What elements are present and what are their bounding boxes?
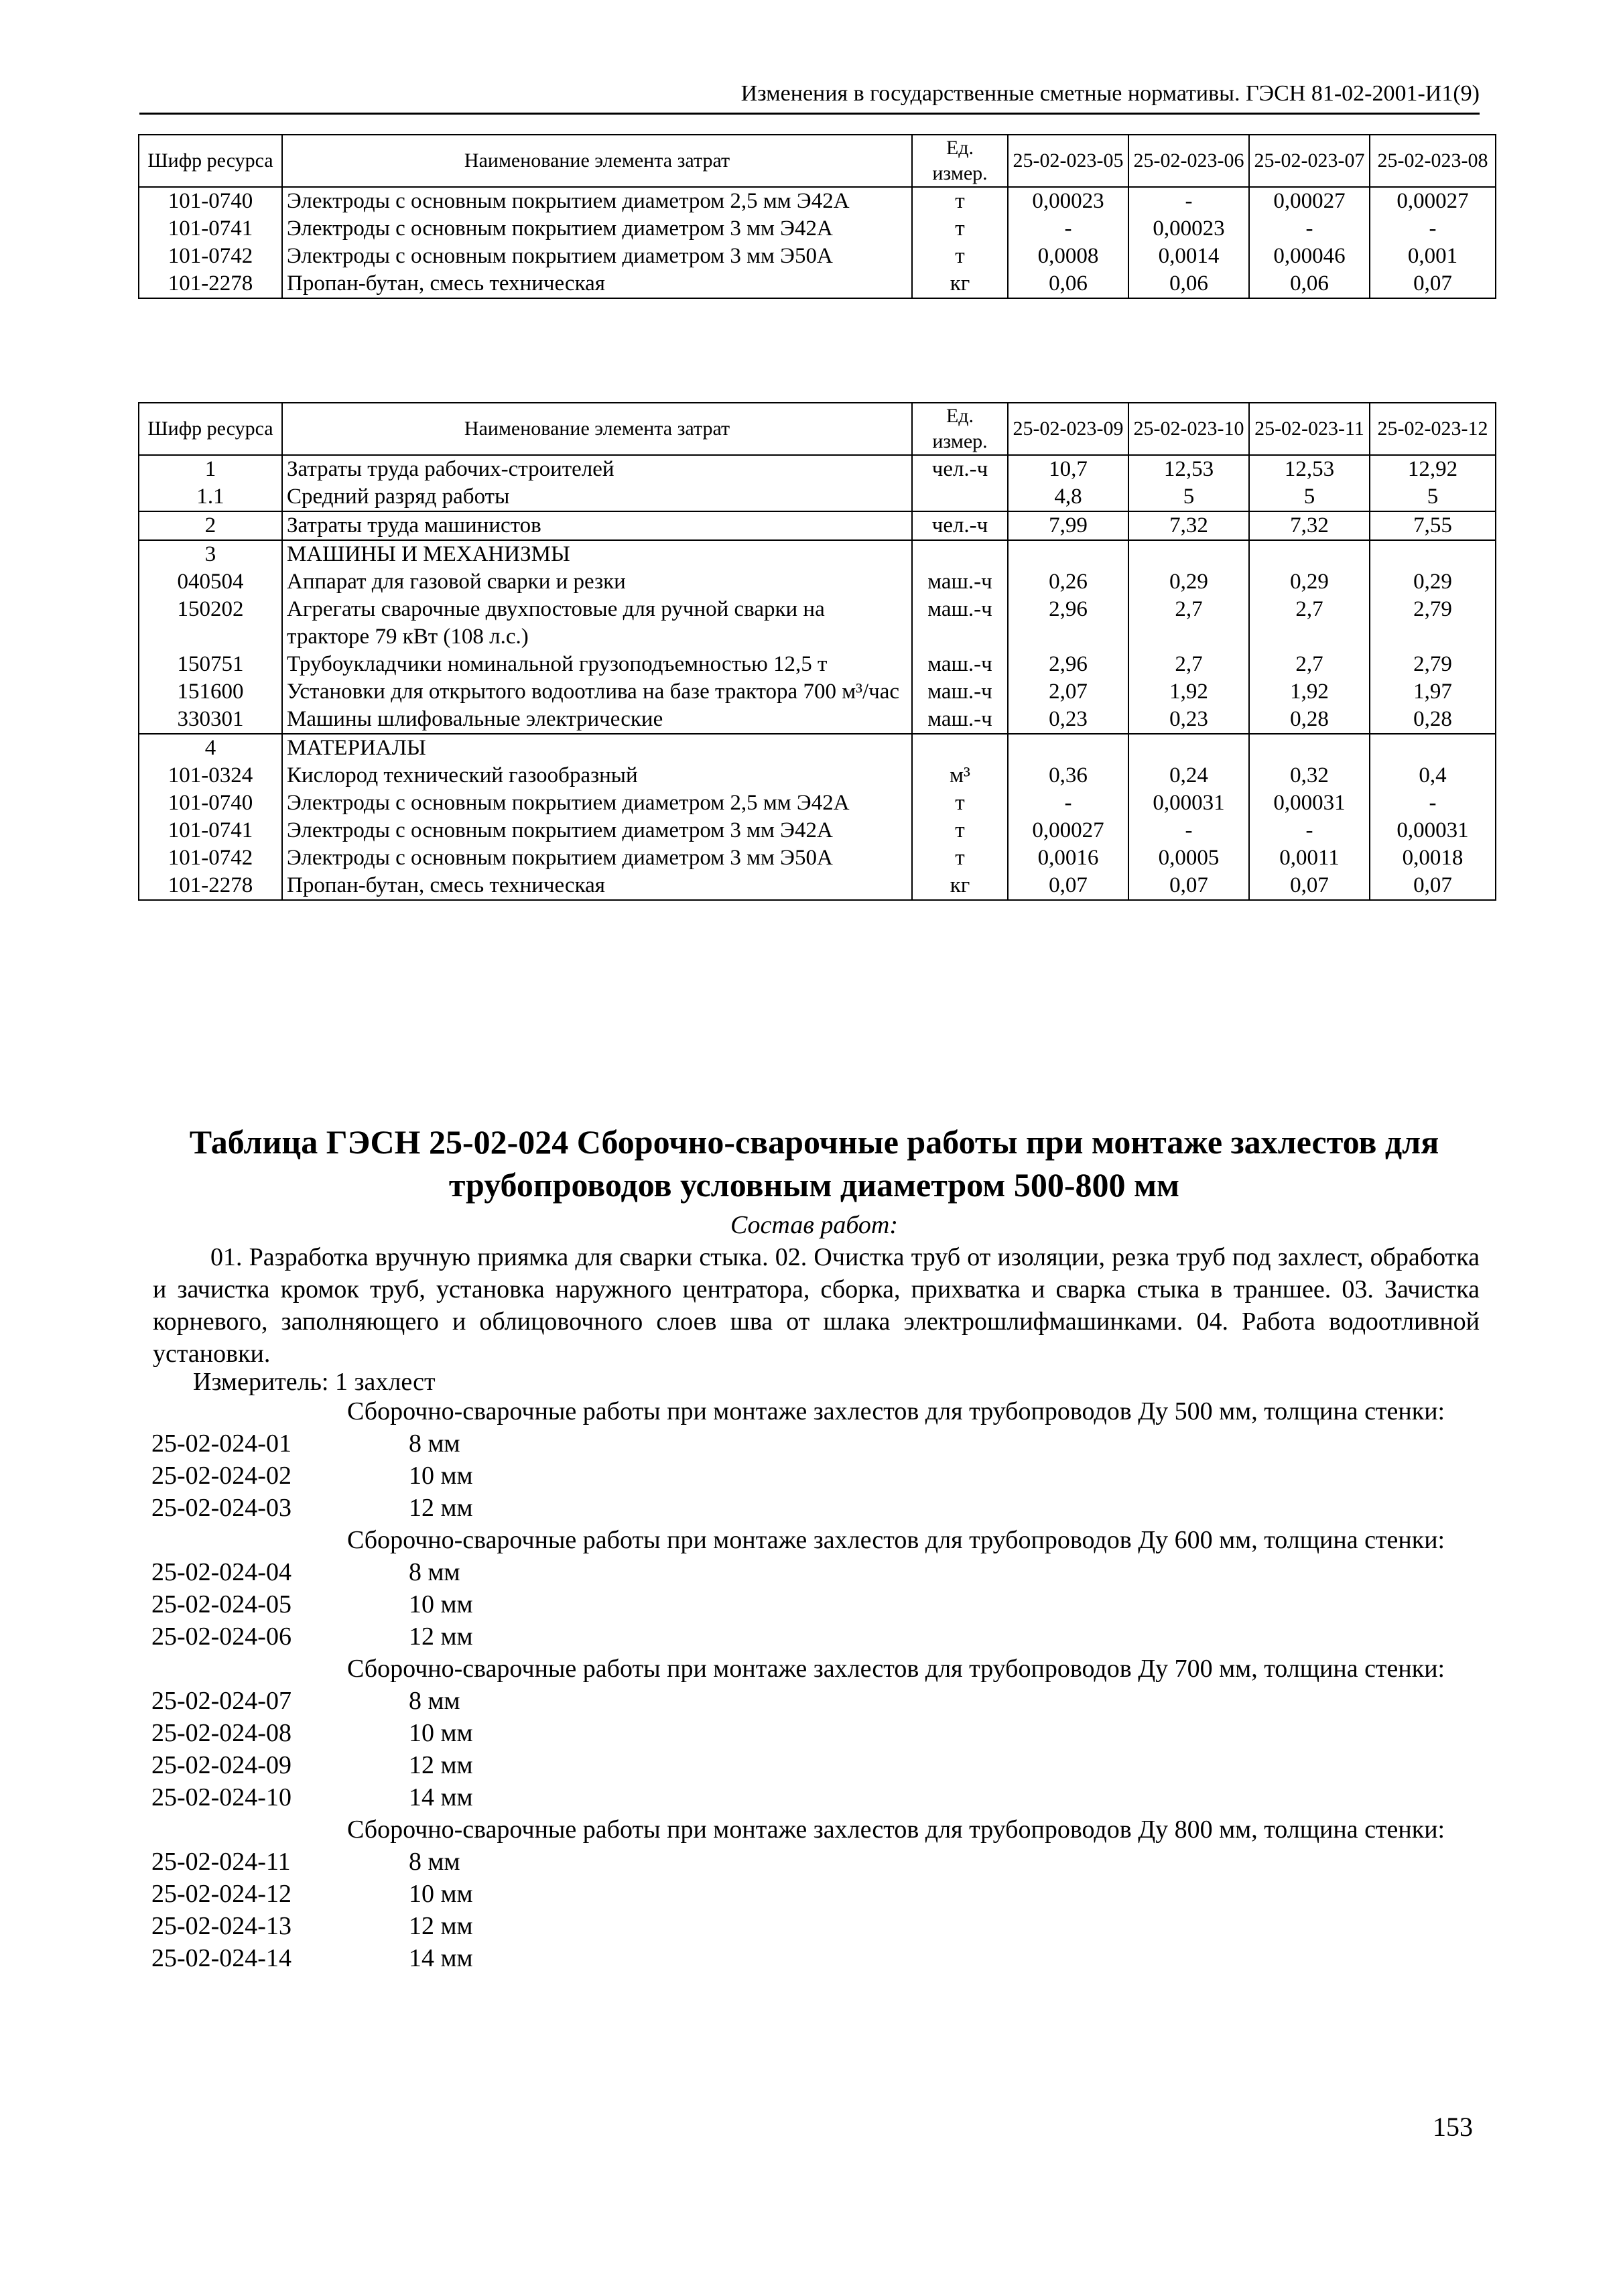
- value-cell: 5: [1128, 483, 1249, 511]
- value-cell: 7,32: [1128, 511, 1249, 540]
- table-row: [139, 678, 1496, 706]
- norm-group-title: Сборочно-сварочные работы при монтаже захлестов для трубопроводов Ду 600 мм, толщина стенки:: [347, 1526, 1445, 1554]
- wall-thickness: 8 мм: [409, 1848, 460, 1876]
- wall-thickness: 10 мм: [409, 1719, 473, 1747]
- section-title-line: трубопроводов условным диаметром 500-800 мм: [448, 1166, 1180, 1204]
- resource-name-cell: Агрегаты сварочные двухпостовые для ручной сварки на тракторе 79 кВт (108 л.с.): [282, 596, 912, 651]
- value-cell: -: [1249, 215, 1370, 243]
- resource-name-cell: Аппарат для газовой сварки и резки: [282, 568, 912, 596]
- norm-group-title: Сборочно-сварочные работы при монтаже захлестов для трубопроводов Ду 800 мм, толщина стенки:: [347, 1815, 1445, 1844]
- value-cell: 0,29: [1249, 568, 1370, 596]
- unit-cell: [912, 540, 1008, 568]
- value-cell: 10,7: [1008, 455, 1128, 483]
- norm-item: [0, 1910, 1623, 1942]
- col-header: Наименование элемента затрат: [282, 403, 912, 455]
- value-cell: 0,07: [1370, 872, 1496, 900]
- value-cell: -: [1128, 187, 1249, 215]
- resource-name-cell: Электроды с основным покрытием диаметром 3 мм Э50А: [282, 243, 912, 270]
- value-cell: [1008, 540, 1128, 568]
- value-cell: 0,00046: [1249, 243, 1370, 270]
- wall-thickness: 8 мм: [409, 1558, 460, 1586]
- table-body: [139, 187, 1496, 298]
- value-cell: 0,23: [1128, 706, 1249, 734]
- value-cell: [1128, 540, 1249, 568]
- composition-text: 01. Разработка вручную приямка для сварки стыка. 02. Очистка труб от изоляции, резка труб под захлест, обработка и зачистка кромок труб, установка наружного центратора, сборка, прихватка и сварка стыка в траншее. 03. Зачистка корневого, заполняющего и облицовочного слоев шва от шлака электрошлифмашинками. 04. Работа водоотливной установки.: [153, 1243, 1480, 1368]
- resource-name-cell: Пропан-бутан, смесь техническая: [282, 872, 912, 900]
- resource-code-cell: 101-0742: [139, 243, 282, 270]
- value-cell: 0,26: [1008, 568, 1128, 596]
- unit-cell: маш.-ч: [912, 678, 1008, 706]
- value-cell: 0,00027: [1008, 817, 1128, 844]
- value-cell: 0,07: [1128, 872, 1249, 900]
- value-cell: -: [1008, 789, 1128, 817]
- wall-thickness: 10 мм: [409, 1590, 473, 1618]
- value-cell: 5: [1249, 483, 1370, 511]
- col-header: Шифр ресурса: [139, 135, 282, 187]
- value-cell: -: [1370, 789, 1496, 817]
- resource-name-cell: Электроды с основным покрытием диаметром 3 мм Э42А: [282, 215, 912, 243]
- resource-code-cell: 150202: [139, 596, 282, 651]
- norm-code: 25-02-024-03: [151, 1494, 291, 1522]
- value-cell: 12,92: [1370, 455, 1496, 483]
- value-cell: 7,32: [1249, 511, 1370, 540]
- resource-code-cell: 1.1: [139, 483, 282, 511]
- value-cell: 0,06: [1008, 270, 1128, 298]
- norm-code: 25-02-024-10: [151, 1783, 291, 1811]
- col-header: 25-02-023-09: [1008, 403, 1128, 455]
- wall-thickness: 12 мм: [409, 1912, 473, 1940]
- wall-thickness: 10 мм: [409, 1880, 473, 1908]
- col-header: Шифр ресурса: [139, 403, 282, 455]
- value-cell: 5: [1370, 483, 1496, 511]
- value-cell: 1,97: [1370, 678, 1496, 706]
- resource-name-cell: Электроды с основным покрытием диаметром 2,5 мм Э42А: [282, 187, 912, 215]
- norm-code: 25-02-024-14: [151, 1944, 291, 1972]
- value-cell: 0,00031: [1370, 817, 1496, 844]
- col-header: Наименование элемента затрат: [282, 135, 912, 187]
- wall-thickness: 8 мм: [409, 1429, 460, 1458]
- norm-item: [0, 1717, 1623, 1749]
- resource-code-cell: 330301: [139, 706, 282, 734]
- norm-group-title: Сборочно-сварочные работы при монтаже захлестов для трубопроводов Ду 700 мм, толщина стенки:: [347, 1655, 1445, 1683]
- unit-cell: т: [912, 789, 1008, 817]
- norm-code: 25-02-024-08: [151, 1719, 291, 1747]
- table-row: [139, 483, 1496, 511]
- value-cell: 2,7: [1249, 596, 1370, 651]
- table-row: [139, 844, 1496, 872]
- resource-code-cell: 101-0742: [139, 844, 282, 872]
- resource-code-cell: 101-0741: [139, 215, 282, 243]
- wall-thickness: 12 мм: [409, 1622, 473, 1651]
- value-cell: 4,8: [1008, 483, 1128, 511]
- unit-cell: чел.-ч: [912, 455, 1008, 483]
- resource-name-cell: Пропан-бутан, смесь техническая: [282, 270, 912, 298]
- norm-group-title: Сборочно-сварочные работы при монтаже захлестов для трубопроводов Ду 500 мм, толщина стенки:: [347, 1397, 1445, 1425]
- norm-code: 25-02-024-07: [151, 1687, 291, 1715]
- resource-code-cell: 3: [139, 540, 282, 568]
- resource-code-cell: 150751: [139, 651, 282, 678]
- norm-code: 25-02-024-13: [151, 1912, 291, 1940]
- norm-code: 25-02-024-04: [151, 1558, 291, 1586]
- value-cell: 2,96: [1008, 651, 1128, 678]
- col-header: 25-02-023-05: [1008, 135, 1128, 187]
- value-cell: -: [1128, 817, 1249, 844]
- value-cell: 0,00027: [1249, 187, 1370, 215]
- value-cell: 0,28: [1370, 706, 1496, 734]
- resource-name-cell: Затраты труда машинистов: [282, 511, 912, 540]
- resource-code-cell: 101-0741: [139, 817, 282, 844]
- value-cell: 2,7: [1249, 651, 1370, 678]
- value-cell: 7,99: [1008, 511, 1128, 540]
- value-cell: 0,28: [1249, 706, 1370, 734]
- table-row: [139, 455, 1496, 483]
- value-cell: 0,24: [1128, 762, 1249, 789]
- value-cell: -: [1008, 215, 1128, 243]
- value-cell: [1249, 540, 1370, 568]
- value-cell: 0,0008: [1008, 243, 1128, 270]
- resource-code-cell: 101-2278: [139, 270, 282, 298]
- value-cell: 0,4: [1370, 762, 1496, 789]
- value-cell: 0,07: [1370, 270, 1496, 298]
- table-row: [139, 187, 1496, 215]
- norm-code: 25-02-024-12: [151, 1880, 291, 1908]
- norm-item: [0, 1749, 1623, 1781]
- value-cell: 2,7: [1128, 651, 1249, 678]
- resource-name-cell: Средний разряд работы: [282, 483, 912, 511]
- wall-thickness: 14 мм: [409, 1783, 473, 1811]
- value-cell: 0,36: [1008, 762, 1128, 789]
- wall-thickness: 12 мм: [409, 1494, 473, 1522]
- col-header: Ед. измер.: [912, 403, 1008, 455]
- norm-item: [0, 1460, 1623, 1492]
- wall-thickness: 8 мм: [409, 1687, 460, 1715]
- value-cell: [1370, 734, 1496, 762]
- unit-cell: маш.-ч: [912, 596, 1008, 651]
- table-row: [139, 215, 1496, 243]
- col-header: 25-02-023-10: [1128, 403, 1249, 455]
- value-cell: 0,0005: [1128, 844, 1249, 872]
- col-header: Ед. измер.: [912, 135, 1008, 187]
- resource-code-cell: 151600: [139, 678, 282, 706]
- unit-cell: маш.-ч: [912, 568, 1008, 596]
- value-cell: -: [1249, 817, 1370, 844]
- page-number: 153: [1433, 2112, 1473, 2142]
- value-cell: 0,00031: [1128, 789, 1249, 817]
- value-cell: 2,07: [1008, 678, 1128, 706]
- value-cell: 0,29: [1128, 568, 1249, 596]
- value-cell: 0,32: [1249, 762, 1370, 789]
- table-row: [139, 789, 1496, 817]
- norm-code: 25-02-024-06: [151, 1622, 291, 1651]
- resource-code-cell: 101-0740: [139, 187, 282, 215]
- value-cell: 0,06: [1249, 270, 1370, 298]
- norm-item: [0, 1942, 1623, 1974]
- table-row: [139, 762, 1496, 789]
- table-row: [139, 511, 1496, 540]
- section-title-line: Таблица ГЭСН 25-02-024 Сборочно-сварочные работы при монтаже захлестов для: [189, 1123, 1439, 1161]
- norm-code: 25-02-024-11: [151, 1848, 291, 1876]
- measure-unit: Измеритель: 1 захлест: [193, 1368, 436, 1396]
- resource-code-cell: 101-0740: [139, 789, 282, 817]
- value-cell: 0,0014: [1128, 243, 1249, 270]
- resource-code-cell: 101-0324: [139, 762, 282, 789]
- resource-name-cell: Затраты труда рабочих-строителей: [282, 455, 912, 483]
- unit-cell: чел.-ч: [912, 511, 1008, 540]
- resource-name-cell: Трубоукладчики номинальной грузоподъемностью 12,5 т: [282, 651, 912, 678]
- value-cell: 7,55: [1370, 511, 1496, 540]
- resource-name-cell: МАШИНЫ И МЕХАНИЗМЫ: [282, 540, 912, 568]
- composition-text-block: [153, 1241, 1480, 1370]
- unit-cell: [912, 734, 1008, 762]
- value-cell: 0,00027: [1370, 187, 1496, 215]
- norm-item: [0, 1781, 1623, 1813]
- resource-name-cell: Электроды с основным покрытием диаметром 2,5 мм Э42А: [282, 789, 912, 817]
- table-row: [139, 270, 1496, 298]
- norm-item: [0, 1685, 1623, 1717]
- unit-cell: т: [912, 187, 1008, 215]
- col-header: 25-02-023-11: [1249, 403, 1370, 455]
- unit-cell: т: [912, 243, 1008, 270]
- table-row: [139, 817, 1496, 844]
- resource-code-cell: 4: [139, 734, 282, 762]
- value-cell: [1008, 734, 1128, 762]
- unit-cell: м³: [912, 762, 1008, 789]
- resource-name-cell: Установки для открытого водоотлива на базе трактора 700 м³/час: [282, 678, 912, 706]
- table-row: [139, 243, 1496, 270]
- unit-cell: кг: [912, 270, 1008, 298]
- unit-cell: т: [912, 215, 1008, 243]
- running-header: [139, 75, 1480, 115]
- running-header-text: Изменения в государственные сметные нормативы. ГЭСН 81-02-2001-И1(9): [740, 81, 1480, 106]
- section-title: [107, 1121, 1521, 1206]
- composition-label: Состав работ:: [730, 1211, 899, 1239]
- table-row: [139, 734, 1496, 762]
- value-cell: -: [1370, 215, 1496, 243]
- resource-code-cell: 101-2278: [139, 872, 282, 900]
- col-header: 25-02-023-08: [1370, 135, 1496, 187]
- value-cell: 1,92: [1249, 678, 1370, 706]
- table-row: [139, 568, 1496, 596]
- table-header-row: [139, 403, 1496, 455]
- value-cell: 0,00031: [1249, 789, 1370, 817]
- norm-item: [0, 1556, 1623, 1588]
- table-row: [139, 872, 1496, 900]
- value-cell: 0,29: [1370, 568, 1496, 596]
- unit-cell: т: [912, 844, 1008, 872]
- table-row: [139, 596, 1496, 651]
- table-row: [139, 706, 1496, 734]
- wall-thickness: 10 мм: [409, 1462, 473, 1490]
- value-cell: 2,79: [1370, 651, 1496, 678]
- value-cell: 0,0011: [1249, 844, 1370, 872]
- wall-thickness: 14 мм: [409, 1944, 473, 1972]
- unit-cell: кг: [912, 872, 1008, 900]
- table-row: [139, 540, 1496, 568]
- value-cell: 12,53: [1128, 455, 1249, 483]
- resource-name-cell: МАТЕРИАЛЫ: [282, 734, 912, 762]
- norm-list: [0, 1395, 1623, 1974]
- norm-code: 25-02-024-05: [151, 1590, 291, 1618]
- col-header: 25-02-023-06: [1128, 135, 1249, 187]
- norm-item: [0, 1588, 1623, 1620]
- value-cell: 2,7: [1128, 596, 1249, 651]
- value-cell: [1249, 734, 1370, 762]
- value-cell: 0,00023: [1008, 187, 1128, 215]
- resource-name-cell: Кислород технический газообразный: [282, 762, 912, 789]
- resource-code-cell: 040504: [139, 568, 282, 596]
- value-cell: 0,07: [1249, 872, 1370, 900]
- value-cell: [1370, 540, 1496, 568]
- value-cell: 0,001: [1370, 243, 1496, 270]
- value-cell: 2,96: [1008, 596, 1128, 651]
- resource-name-cell: Электроды с основным покрытием диаметром 3 мм Э42А: [282, 817, 912, 844]
- unit-cell: маш.-ч: [912, 706, 1008, 734]
- value-cell: 0,06: [1128, 270, 1249, 298]
- norm-item: [0, 1620, 1623, 1653]
- value-cell: 0,0016: [1008, 844, 1128, 872]
- table-header-row: [139, 135, 1496, 187]
- unit-cell: маш.-ч: [912, 651, 1008, 678]
- resource-table-2: [138, 402, 1496, 901]
- resource-name-cell: Электроды с основным покрытием диаметром 3 мм Э50А: [282, 844, 912, 872]
- col-header: 25-02-023-12: [1370, 403, 1496, 455]
- value-cell: 2,79: [1370, 596, 1496, 651]
- value-cell: 0,0018: [1370, 844, 1496, 872]
- table-body: [139, 455, 1496, 900]
- col-header: 25-02-023-07: [1249, 135, 1370, 187]
- resource-code-cell: 1: [139, 455, 282, 483]
- wall-thickness: 12 мм: [409, 1751, 473, 1779]
- value-cell: 12,53: [1249, 455, 1370, 483]
- value-cell: 0,23: [1008, 706, 1128, 734]
- resource-table-1: [138, 134, 1496, 299]
- value-cell: 0,00023: [1128, 215, 1249, 243]
- norm-item: [0, 1427, 1623, 1460]
- norm-code: 25-02-024-02: [151, 1462, 291, 1490]
- unit-cell: т: [912, 817, 1008, 844]
- unit-cell: [912, 483, 1008, 511]
- norm-item: [0, 1846, 1623, 1878]
- value-cell: 0,07: [1008, 872, 1128, 900]
- value-cell: 1,92: [1128, 678, 1249, 706]
- norm-item: [0, 1492, 1623, 1524]
- resource-code-cell: 2: [139, 511, 282, 540]
- norm-code: 25-02-024-01: [151, 1429, 291, 1458]
- norm-code: 25-02-024-09: [151, 1751, 291, 1779]
- table-row: [139, 651, 1496, 678]
- resource-name-cell: Машины шлифовальные электрические: [282, 706, 912, 734]
- value-cell: [1128, 734, 1249, 762]
- norm-item: [0, 1878, 1623, 1910]
